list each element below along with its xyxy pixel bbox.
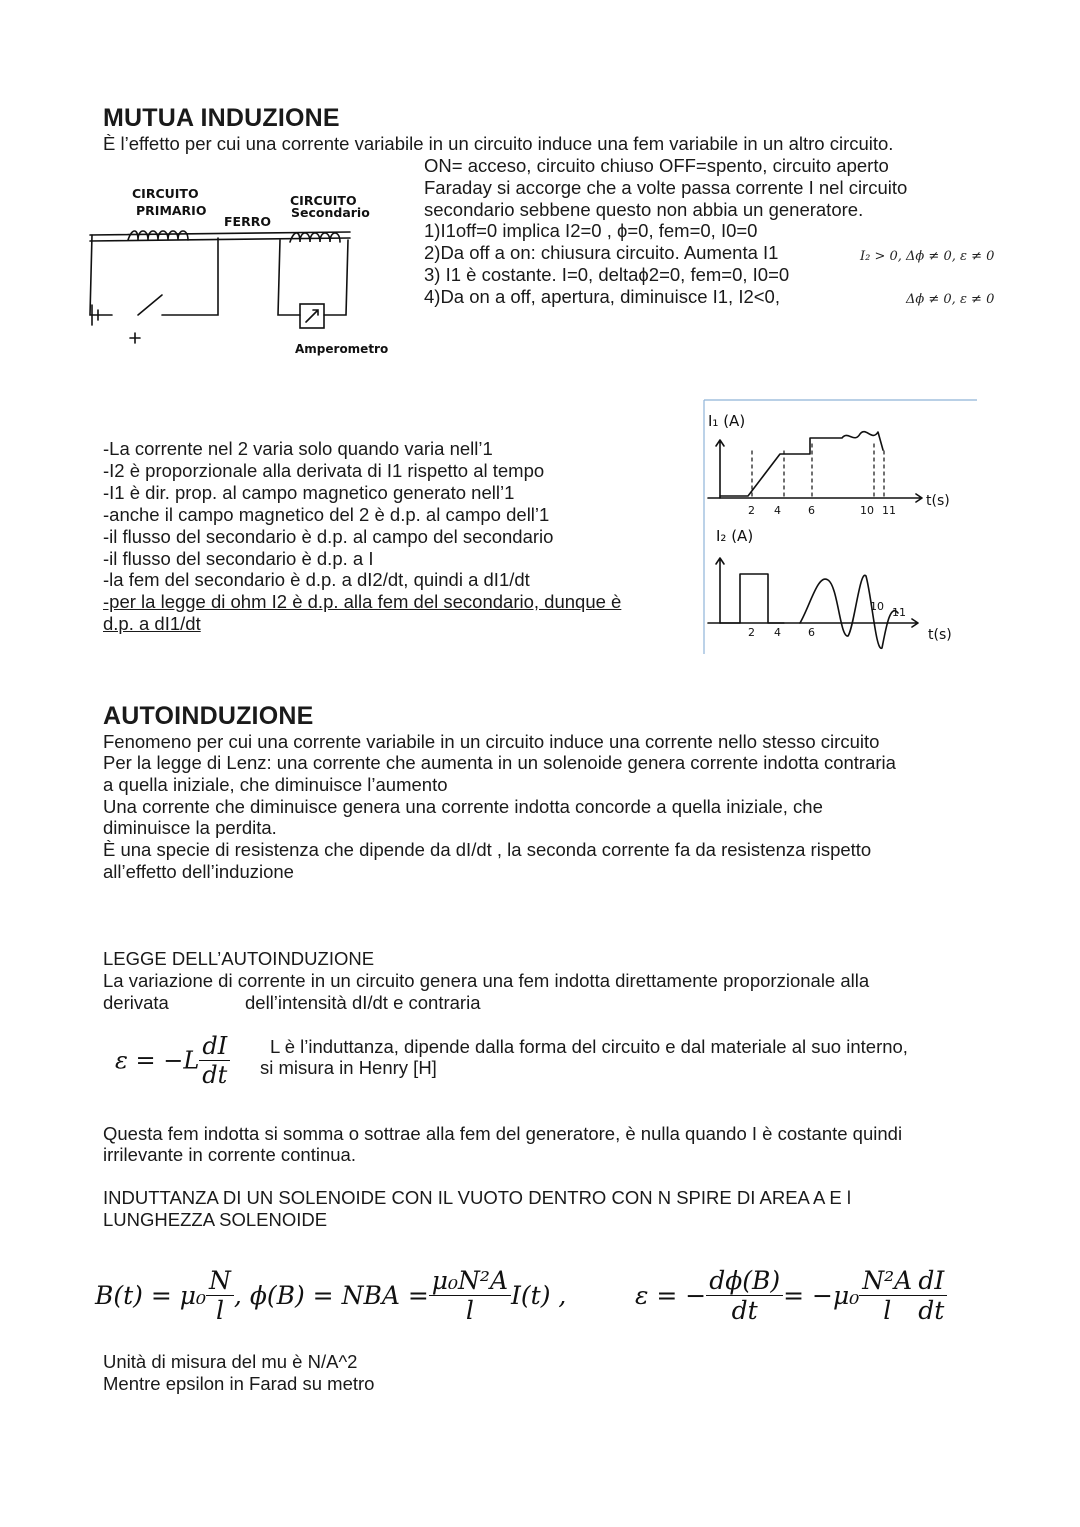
bullet-line: -il flusso del secondario è d.p. al campo del secondario xyxy=(103,526,554,547)
auto-line: a quella iniziale, che diminuisce l’aumento xyxy=(103,774,448,795)
f1-lhs: B(t) = μ₀ xyxy=(95,1281,207,1310)
mutua-line: Faraday si accorge che a volte passa corrente I nel circuito xyxy=(424,177,908,198)
f2-den: l xyxy=(465,1296,474,1325)
bullet-line: -I1 è dir. prop. al campo magnetico generato nell’1 xyxy=(103,482,515,503)
bullet-line: -anche il campo magnetico del 2 è d.p. al campo dell’1 xyxy=(103,504,550,525)
auto-line: Fenomeno per cui una corrente variabile in un circuito induce una corrente nello stesso circuito xyxy=(103,731,880,752)
formula-solenoid-field-flux xyxy=(95,1266,566,1325)
legge-line: dell’intensità dI/dt e contraria xyxy=(245,992,481,1013)
f1-den: l xyxy=(215,1296,224,1325)
formula-num: dI xyxy=(199,1032,230,1061)
mutua-line: 1)I1off=0 implica I2=0 , ϕ=0, fem=0, I0=0 xyxy=(424,220,758,241)
units-line: Mentre epsilon in Farad su metro xyxy=(103,1373,375,1394)
mutua-line: 3) I1 è costante. I=0, deltaϕ2=0, fem=0, I0=0 xyxy=(424,264,790,285)
bullet-line: -La corrente nel 2 varia solo quando varia nell’1 xyxy=(103,438,493,459)
f3-num2: N²A xyxy=(859,1266,915,1296)
f1-num: N xyxy=(206,1266,234,1296)
auto-line: all’effetto dell’induzione xyxy=(103,861,294,882)
formula-den: dt xyxy=(202,1061,228,1089)
bullet-line-underlined: -per la legge di ohm I2 è d.p. alla fem del secondario, dunque è xyxy=(103,591,622,612)
bullet-line: -I2 è proporzionale alla derivata di I1 rispetto al tempo xyxy=(103,460,545,481)
graph-y1-label: I₁ (A) xyxy=(708,412,746,430)
legge-line: derivata xyxy=(103,992,169,1013)
label-primario: PRIMARIO xyxy=(136,203,207,218)
svg-text:10: 10 xyxy=(870,600,884,613)
bullet-line-underlined: d.p. a dI1/dt xyxy=(103,613,201,634)
bullet-line: -la fem del secondario è d.p. a dI2/dt, quindi a dI1/dt xyxy=(103,569,530,590)
mutua-intro: È l’effetto per cui una corrente variabile in un circuito induce una fem variabile in un altro circuito. xyxy=(103,133,894,154)
f2-num: μ₀N²A xyxy=(429,1266,511,1296)
label-ferro: FERRO xyxy=(224,214,271,229)
graph-x-label-bottom: t(s) xyxy=(928,627,952,643)
svg-text:2: 2 xyxy=(748,504,755,517)
auto-line: È una specie di resistenza che dipende da dI/dt , la seconda corrente fa da resistenza rispetto xyxy=(103,839,872,860)
section-title-autoinduzione: AUTOINDUZIONE xyxy=(103,702,314,730)
f3-den3: dt xyxy=(918,1296,945,1325)
mutua-line: ON= acceso, circuito chiuso OFF=spento, circuito aperto xyxy=(424,155,889,176)
auto-line: Per la legge di Lenz: una corrente che aumenta in un solenoide genera corrente indotta contraria xyxy=(103,752,896,773)
svg-text:6: 6 xyxy=(808,626,815,639)
f2-rhs: I(t) , xyxy=(511,1281,567,1310)
label-secondario: Secondario xyxy=(291,205,370,220)
svg-text:6: 6 xyxy=(808,504,815,517)
svg-text:11: 11 xyxy=(882,504,896,517)
section-title-mutua: MUTUA INDUZIONE xyxy=(103,104,340,132)
mutua-note-increase: I₂ > 0, Δϕ ≠ 0, ε ≠ 0 xyxy=(860,249,995,264)
formula-solenoid-emf xyxy=(635,1266,947,1325)
legge-paragraph: Questa fem indotta si somma o sottrae alla fem del generatore, è nulla quando I è costante quindi xyxy=(103,1123,903,1144)
legge-paragraph: irrilevante in corrente continua. xyxy=(103,1144,356,1165)
f2-lhs: , ϕ(B) = NBA = xyxy=(233,1281,429,1310)
bullet-line: -il flusso del secondario è d.p. a I xyxy=(103,548,374,569)
f3-lhs: ε = − xyxy=(635,1281,707,1310)
svg-text:2: 2 xyxy=(748,626,755,639)
auto-line: diminuisce la perdita. xyxy=(103,817,277,838)
solenoide-title: INDUTTANZA DI UN SOLENOIDE CON IL VUOTO DENTRO CON N SPIRE DI AREA A E l xyxy=(103,1187,852,1208)
f3-num3: dI xyxy=(915,1266,947,1296)
formula-self-induction xyxy=(115,1032,230,1089)
auto-line: Una corrente che diminuisce genera una corrente indotta concorde a quella iniziale, che xyxy=(103,796,823,817)
formula-lhs: ε = −L xyxy=(115,1046,200,1075)
mutua-line: 2)Da off a on: chiusura circuito. Aumenta I1 xyxy=(424,242,779,263)
f3-den2: l xyxy=(883,1296,892,1325)
label-amperometro: Amperometro xyxy=(295,342,389,356)
f3-den: dt xyxy=(731,1296,758,1325)
solenoide-title: LUNGHEZZA SOLENOIDE xyxy=(103,1209,328,1230)
svg-text:11: 11 xyxy=(892,606,906,619)
label-circuito-primario: CIRCUITO xyxy=(132,186,199,201)
mutua-note-decrease: Δϕ ≠ 0, ε ≠ 0 xyxy=(906,292,995,307)
f3-mid: = −μ₀ xyxy=(783,1281,860,1310)
svg-text:10: 10 xyxy=(860,504,874,517)
legge-desc: si misura in Henry [H] xyxy=(260,1057,437,1078)
legge-desc: L è l’induttanza, dipende dalla forma del circuito e dal materiale al suo interno, xyxy=(270,1036,908,1057)
units-line: Unità di misura del mu è N/A^2 xyxy=(103,1351,358,1372)
label-circuito-secondario: CIRCUITO xyxy=(290,193,357,208)
svg-text:4: 4 xyxy=(774,626,781,639)
svg-text:4: 4 xyxy=(774,504,781,517)
mutua-line: 4)Da on a off, apertura, diminuisce I1, I2<0, xyxy=(424,286,780,307)
graph-x-label-top: t(s) xyxy=(926,493,950,509)
legge-title: LEGGE DELL’AUTOINDUZIONE xyxy=(103,948,375,969)
mutua-line: secondario sebbene questo non abbia un generatore. xyxy=(424,199,864,220)
graph-y2-label: I₂ (A) xyxy=(716,527,754,545)
f3-num: dϕ(B) xyxy=(706,1266,783,1296)
legge-line: La variazione di corrente in un circuito genera una fem indotta direttamente proporzionale alla xyxy=(103,970,870,991)
